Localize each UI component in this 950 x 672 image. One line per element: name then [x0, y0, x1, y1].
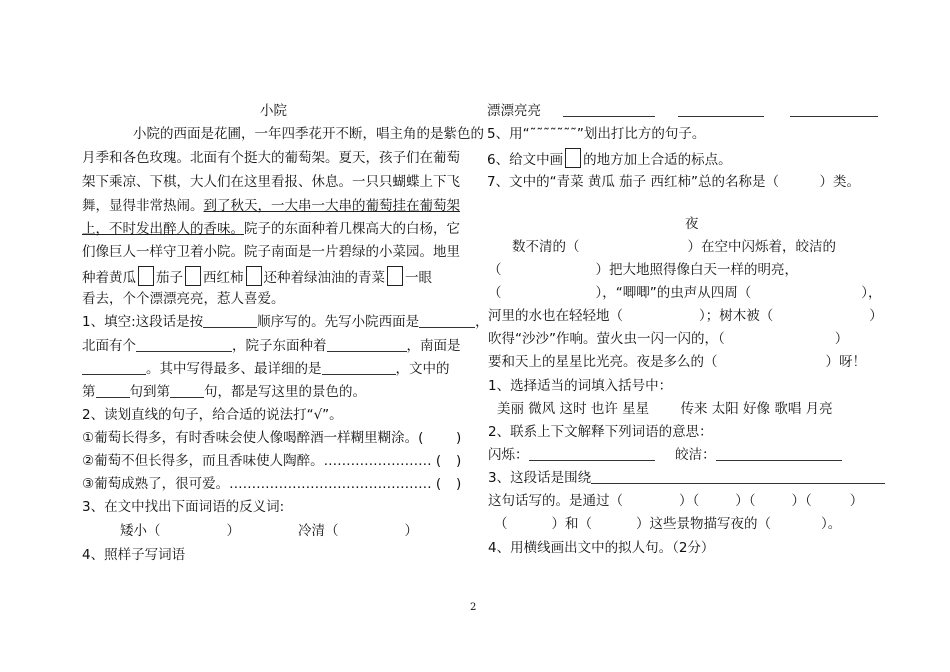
sub-question-1: 1、选择适当的词填入括号中：: [488, 378, 673, 394]
answer-blank[interactable]: [136, 337, 232, 352]
story-line-3: 架下乘凉、下棋，大人们在这里看报、休息。一只只蝴蝶上下飞: [82, 174, 460, 190]
question-7: 7、文中的“青菜 黄瓜 茄子 西红柿”总的名称是（ ）类。: [487, 174, 860, 190]
antonym-2: 冷清（ ）: [298, 523, 418, 539]
question-1-line-3: 。其中写得最多、最详细的是 ，文中的: [82, 359, 450, 379]
sub-question-4: 4、用横线画出文中的拟人句。（2分）: [488, 540, 715, 556]
question-1-line-2: 北面有个 ，院子东面种着 ，南面是: [82, 338, 461, 354]
question-6: 6、给文中画 的地方加上合适的标点。: [487, 148, 732, 170]
night-line-3: （ ），“唧唧”的虫声从四周（ ），: [488, 285, 882, 301]
option-b-close: ): [456, 453, 462, 469]
story-line-6: 们像巨人一样守卫着小院。院子南面是一片碧绿的小菜园。地里: [82, 244, 460, 260]
punctuation-box[interactable]: [185, 266, 201, 286]
antonym-1: 矮小（ ）: [120, 523, 240, 539]
answer-blank[interactable]: [790, 102, 878, 117]
answer-blank[interactable]: [563, 102, 655, 117]
answer-blank[interactable]: [678, 102, 764, 117]
underlined-sentence-end: 上，不时发出醉人的香味。: [82, 221, 244, 237]
answer-blank[interactable]: [170, 383, 204, 398]
question-3: 3、在文中找出下面词语的反义词:: [82, 499, 285, 515]
night-line-1: 数不清的（ ）在空中闪烁着，皎洁的: [512, 239, 836, 255]
answer-blank[interactable]: [322, 360, 396, 375]
night-title: 夜: [685, 216, 699, 232]
option-a-close: ): [456, 430, 462, 446]
answer-blank[interactable]: [716, 446, 842, 461]
answer-blank[interactable]: [96, 383, 130, 398]
question-4: 4、照样子写词语: [82, 547, 186, 563]
answer-blank[interactable]: [591, 469, 885, 484]
example-word: 漂漂亮亮: [487, 101, 878, 121]
answer-blank[interactable]: [203, 313, 257, 328]
sub-question-3: 3、这段话是围绕: [488, 468, 885, 488]
sub-question-3-line-2: 这句话写的。是通过（ ）（ ）（ ）（ ）: [488, 493, 864, 509]
wavy-line-sample: ˜˜˜˜˜˜˜: [529, 126, 577, 142]
answer-blank[interactable]: [529, 446, 655, 461]
answer-blank[interactable]: [82, 360, 146, 375]
story-line-8: 看去，个个漂漂亮亮，惹人喜爱。: [82, 291, 285, 307]
punctuation-box[interactable]: [387, 266, 403, 286]
punctuation-box[interactable]: [138, 266, 154, 286]
question-5: 5、用“˜˜˜˜˜˜˜”划出打比方的句子。: [487, 126, 706, 142]
page-number: 2: [470, 602, 477, 613]
story-line-4: 舞，显得非常热闹。到了秋天，一大串一大串的葡萄挂在葡萄架: [82, 198, 460, 214]
story-title: 小院: [260, 103, 287, 119]
night-line-5: 吹得“沙沙”作响。萤火虫一闪一闪的，（ ）: [488, 331, 849, 347]
story-line-5: 上，不时发出醉人的香味。院子的东面种着几棵高大的白杨，它: [82, 221, 460, 237]
story-line-1: 小院的西面是花圃，一年四季花开不断，唱主角的是紫色的: [133, 126, 484, 142]
night-line-2: （ ）把大地照得像白天一样的明亮，: [488, 262, 798, 278]
night-line-4: 河里的水也在轻轻地（ ）；树木被（ ）: [488, 308, 883, 324]
sub-question-3-line-3: （ ）和（ ）这些景物描写夜的（ ）。: [494, 516, 842, 532]
option-c[interactable]: ③葡萄成熟了，很可爱。……………………………………… (: [82, 476, 442, 492]
question-1-line-1: 1、填空:这段话是按 顺序写的。先写小院西面是 ，: [82, 314, 489, 330]
option-c-close: ): [456, 476, 462, 492]
sub-question-2: 2、联系上下文解释下列词语的意思：: [488, 424, 713, 440]
answer-blank[interactable]: [419, 313, 475, 328]
question-1-line-4: 第 句到第 句，都是写这里的景色的。: [82, 384, 366, 400]
answer-blank[interactable]: [327, 337, 407, 352]
punctuation-box[interactable]: [246, 266, 262, 286]
option-a[interactable]: ①葡萄长得多，有时香味会使人像喝醉酒一样糊里糊涂。(: [82, 430, 424, 446]
question-2: 2、读划直线的句子，给合适的说法打“√”。: [82, 407, 343, 423]
word-bank: 美丽 微风 这时 也许 星星 传来 太阳 好像 歌唱 月亮: [497, 401, 833, 417]
option-b[interactable]: ②葡萄不但长得多，而且香味使人陶醉。…………………… (: [82, 453, 442, 469]
story-line-7: 种着黄瓜 茄子 西红柿 还种着绿油油的青菜 一眼: [82, 266, 432, 288]
underlined-sentence: 到了秋天，一大串一大串的葡萄挂在葡萄架: [203, 198, 460, 214]
night-line-6: 要和天上的星星比光亮。夜是多么的（ ）呀！: [488, 354, 866, 370]
story-line-2: 月季和各色玫瑰。北面有个挺大的葡萄架。夏天，孩子们在葡萄: [82, 150, 460, 166]
box-symbol: [565, 148, 581, 168]
definition-line: 闪烁： 皎洁：: [488, 445, 842, 465]
